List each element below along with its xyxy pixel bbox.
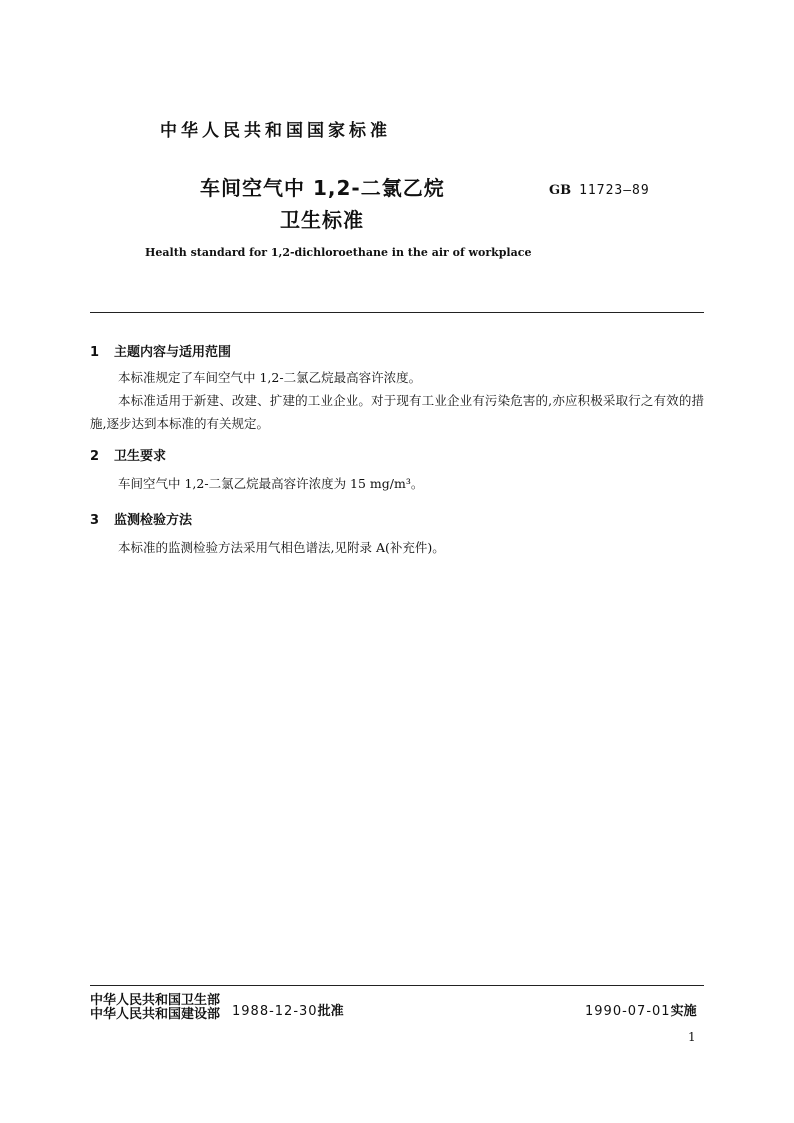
header-divider	[90, 312, 704, 313]
section-number: 2	[90, 449, 100, 464]
section-1-paragraph-2: 本标准适用于新建、改建、扩建的工业企业。对于现有工业企业有污染危害的,亦应积极采取行之有效的措施,逐步达到本标准的有关规定。	[90, 393, 704, 431]
approval-label: 批准	[317, 1004, 344, 1019]
section-heading-1	[90, 341, 231, 360]
footer-divider	[90, 985, 704, 986]
section-title: 卫生要求	[114, 449, 167, 464]
page-number: 1	[688, 1030, 696, 1044]
document-title-line2: 卫生标准	[280, 208, 364, 232]
issuing-org-2: 中华人民共和国建设部	[90, 1007, 221, 1022]
national-standard-header: 中华人民共和国国家标准	[160, 121, 391, 141]
section-number: 3	[90, 513, 100, 528]
english-title: Health standard for 1,2-dichloroethane in the air of workplace	[145, 246, 532, 259]
implementation-label: 实施	[670, 1004, 697, 1019]
section-heading-2	[90, 445, 166, 464]
implementation-date	[585, 1000, 697, 1019]
section-2-paragraph-1: 车间空气中 1,2-二氯乙烷最高容许浓度为 15 mg/m³。	[118, 476, 424, 491]
document-title-line1: 车间空气中 1,2-二氯乙烷	[200, 176, 445, 200]
implementation-date-value: 1990-07-01	[585, 1004, 671, 1019]
section-number: 1	[90, 345, 100, 360]
approval-date-value: 1988-12-30	[232, 1004, 318, 1019]
section-3-paragraph-1: 本标准的监测检验方法采用气相色谱法,见附录 A(补充件)。	[118, 540, 445, 555]
standard-code-prefix: GB	[549, 183, 572, 198]
standard-code	[549, 183, 650, 198]
issuing-org-1: 中华人民共和国卫生部	[90, 993, 221, 1008]
standard-code-number: 11723—89	[579, 183, 650, 198]
section-heading-3	[90, 509, 192, 528]
section-1-paragraph-1: 本标准规定了车间空气中 1,2-二氯乙烷最高容许浓度。	[118, 370, 422, 385]
section-title: 主题内容与适用范围	[114, 345, 232, 360]
section-title: 监测检验方法	[114, 513, 193, 528]
approval-date	[232, 1000, 344, 1019]
